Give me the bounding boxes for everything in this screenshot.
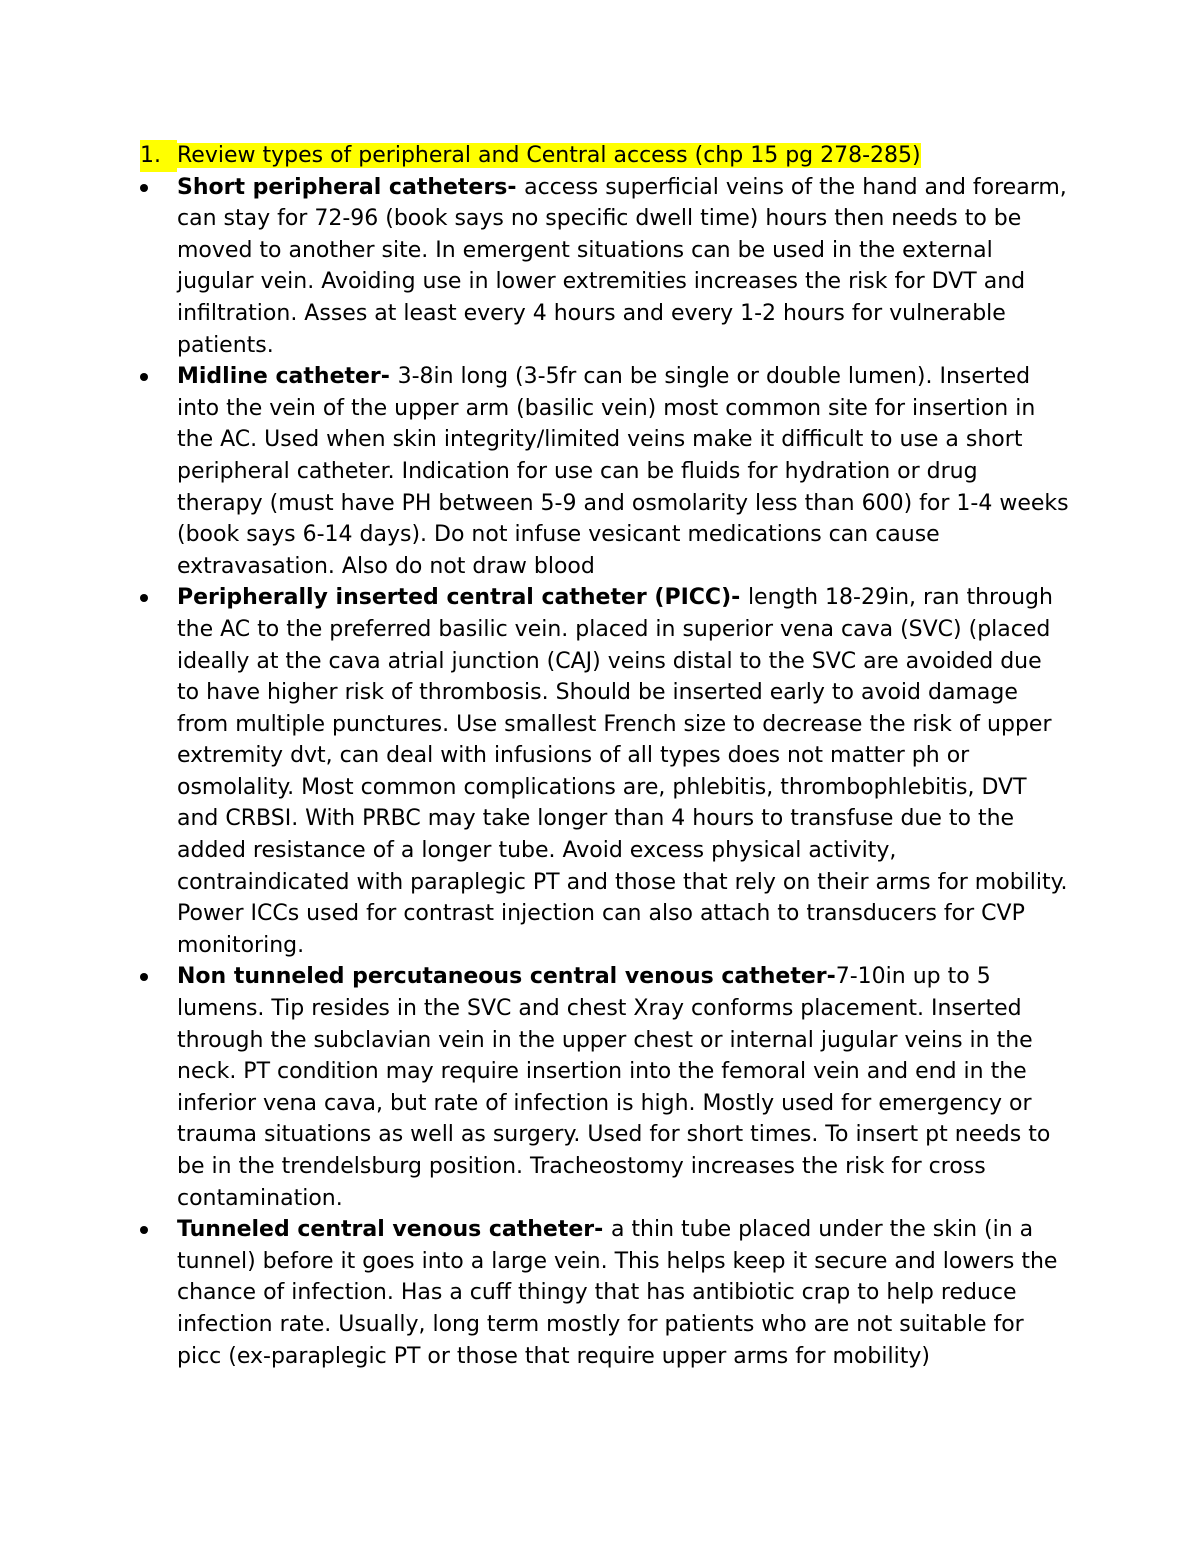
item-separator: - [731,585,748,611]
heading-number: 1. [140,140,177,172]
item-term: Short peripheral catheters [177,174,508,200]
bullet-icon [140,184,148,192]
item-body: a thin tube placed under the skin (in a tunnel) before it goes into a large vein. This helps keep it secure and lowers the chance of infection. Has a cuff thingy that has antibiotic crap to help reduce infection rate. Usually, long term mostly for patients who are not suitable for picc (ex-paraplegic PT or those that require upper arms for mobility) [177,1217,1058,1369]
list-item-midline [140,361,1070,582]
item-separator: - [380,364,398,390]
item-body: access superficial veins of the hand and forearm, can stay for 72-96 (book says no specific dwell time) hours then needs to be moved to another site. In emergent situations can be used in the external jugular vein. Avoiding use in lower extremities increases the risk for DVT and infiltration. Asses at least every 4 hours and every 1-2 hours for vulnerable patients. [177,174,1067,358]
item-separator: - [826,964,836,990]
heading-text: Review types of peripheral and Central access (chp 15 pg 278-285) [177,143,921,168]
item-separator: - [594,1217,611,1243]
bullet-icon [140,594,148,602]
list-item-picc [140,582,1070,961]
item-term: Tunneled central venous catheter [177,1217,595,1243]
item-body: length 18-29in, ran through the AC to the preferred basilic vein. placed in superior vena cava (SVC) (placed ideally at the cava atrial junction (CAJ) veins distal to the SVC are avoided due to have higher risk of thrombosis. Should be inserted early to avoid damage from multiple punctures. Use smallest French size to decrease the risk of upper extremity dvt, can deal with infusions of all types does not matter ph or osmolality. Most common complications are, phlebitis, thrombophlebitis, DVT and CRBSI. With PRBC may take longer than 4 hours to transfuse due to the added resistance of a longer tube. Avoid excess physical activity, contraindicated with paraplegic PT and those that rely on their arms for mobility. Power ICCs used for contrast injection can also attach to transducers for CVP monitoring. [177,585,1068,958]
bullet-icon [140,1226,148,1234]
list-item-short-peripheral [140,172,1070,362]
section-heading [140,140,921,172]
item-term: Non tunneled percutaneous central venous catheter [177,964,827,990]
list-item-tunneled [140,1214,1070,1372]
bullet-list [140,172,1070,1373]
item-term: Peripherally inserted central catheter (PICC) [177,585,732,611]
list-item-non-tunneled [140,961,1070,1214]
bullet-icon [140,973,148,981]
item-body: 3-8in long (3-5fr can be single or double lumen). Inserted into the vein of the upper arm (basilic vein) most common site for insertion in the AC. Used when skin integrity/limited veins make it difficult to use a short peripheral catheter. Indication for use can be fluids for hydration or drug therapy (must have PH between 5-9 and osmolarity less than 600) for 1-4 weeks (book says 6-14 days). Do not infuse vesicant medications can cause extravasation. Also do not draw blood [177,364,1069,579]
item-body: 7-10in up to 5 lumens. Tip resides in the SVC and chest Xray conforms placement. Inserted through the subclavian vein in the upper chest or internal jugular veins in the neck. PT condition may require insertion into the femoral vein and end in the inferior vena cava, but rate of infection is high. Mostly used for emergency or trauma situations as well as surgery. Used for short times. To insert pt needs to be in the trendelsburg position. Tracheostomy increases the risk for cross contamination. [177,964,1051,1211]
bullet-icon [140,373,148,381]
item-term: Midline catheter [177,364,381,390]
item-separator: - [507,174,525,200]
